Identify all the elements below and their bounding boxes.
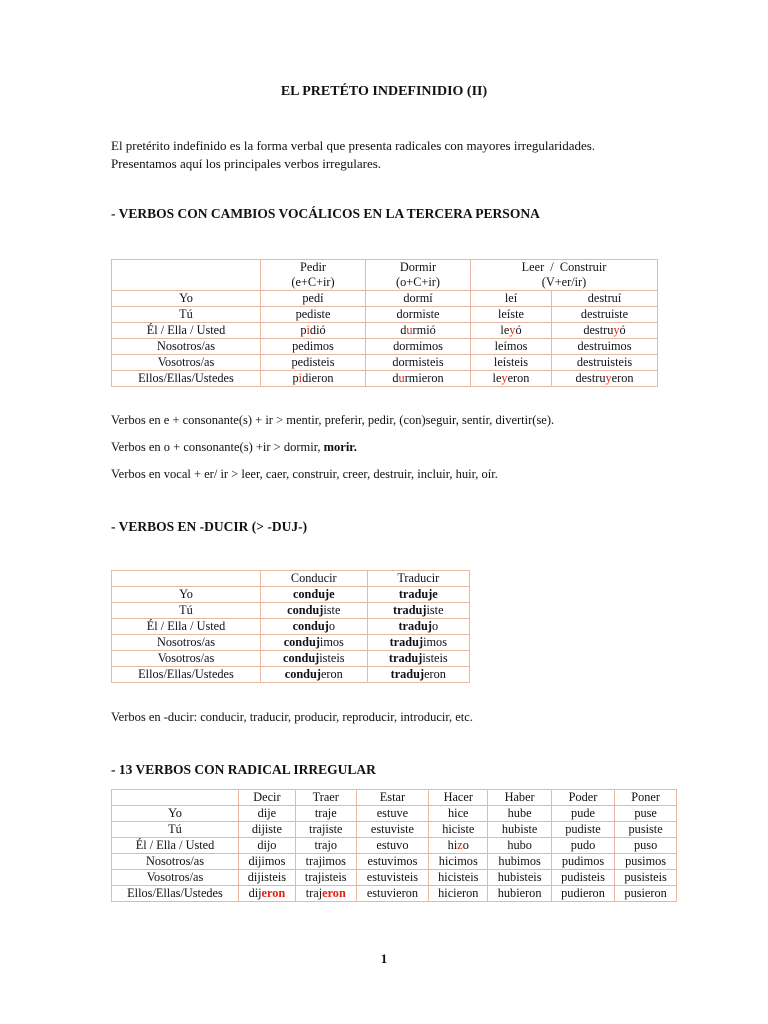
stem-text: dij [248,886,262,900]
header-cell: Hacer [429,790,488,806]
table-row [112,822,677,838]
table-cell: hubimos [488,854,551,870]
table-cell [261,667,368,683]
table-cell: trajimos [295,854,356,870]
stem-text: traduj [389,635,424,649]
table-cell: puso [615,838,677,854]
ending-text: isteis [422,651,448,665]
table-cell [239,886,296,902]
stem-text: conduj [284,667,321,681]
vocalic-change-table [111,259,658,387]
stem-text: p [300,323,307,337]
table-cell [367,619,469,635]
header-cell [471,260,658,291]
table-cell: dijimos [239,854,296,870]
table-header-row [112,790,677,806]
table-cell [367,635,469,651]
table-cell: estuvo [356,838,428,854]
changed-letter: y [605,371,612,385]
ending-text: eron [320,667,343,681]
table-row [112,886,677,902]
table-cell: trajiste [295,822,356,838]
table-cell [471,323,552,339]
person-label: Yo [112,291,261,307]
note-text: Verbos en o + consonante(s) +ir > dormir, [111,440,324,454]
section-heading-vocalic: - VERBOS CON CAMBIOS VOCÁLICOS EN LA TERCERA PERSONA [111,206,540,221]
ending-text: iste [323,603,341,617]
stem-text: conduj [292,619,329,633]
note-e-verbs: Verbos en e + consonante(s) + ir > mentir, preferir, pedir, (con)seguir, sentir, divertir(se). [111,413,555,427]
header-cell: Poner [615,790,677,806]
table-cell: pedimos [261,339,366,355]
table-cell: pudieron [551,886,614,902]
person-label: Él / Ella / Usted [112,323,261,339]
stem-text: traduj [398,619,432,633]
table-row [112,291,658,307]
table-cell: pudo [551,838,614,854]
person-label: Yo [112,806,239,822]
table-cell: dormiste [366,307,471,323]
table-cell [261,635,368,651]
header-sublabel: (o+C+ir) [396,275,440,289]
header-sublabel: (V+er/ir) [541,275,587,289]
table-row [112,307,658,323]
table-cell [471,371,552,387]
header-cell [366,260,471,291]
note-o-verbs [111,440,357,455]
table-cell [429,838,488,854]
table-cell: leísteis [471,355,552,371]
table-cell: traje [295,806,356,822]
stem-text: traj [305,886,323,900]
table-row [112,870,677,886]
table-cell [552,323,658,339]
note-vowel-verbs: Verbos en vocal + er/ ir > leer, caer, construir, creer, destruir, incluir, huir, oír. [111,467,498,481]
table-cell: destruí [552,291,658,307]
stem-text: traduje [398,587,438,601]
table-cell [261,603,368,619]
person-label: Ellos/Ellas/Ustedes [112,667,261,683]
table-cell: pude [551,806,614,822]
table-cell: hube [488,806,551,822]
stem-text: conduj [283,635,320,649]
ending-text: dieron [302,371,334,385]
table-cell: estuvimos [356,854,428,870]
ending-text: imos [423,635,447,649]
person-label: Vosotros/as [112,355,261,371]
note-bold-text: morir. [323,440,357,454]
page-number: 1 [380,951,388,966]
person-label: Él / Ella / Usted [112,838,239,854]
ending-text: iste [426,603,444,617]
header-empty-cell [112,790,239,806]
note-ducir-verbs: Verbos en -ducir: conducir, traducir, producir, reproducir, introducir, etc. [111,710,473,724]
header-label: Dormir [399,260,437,274]
table-cell [261,587,368,603]
ending-text: imos [319,635,344,649]
ending-text: o [462,838,469,852]
person-label: Vosotros/as [112,870,239,886]
table-cell [261,651,368,667]
header-cell: Poder [551,790,614,806]
ending-text: eron [507,371,530,385]
table-cell: pedisteis [261,355,366,371]
person-label: Nosotros/as [112,635,261,651]
table-cell: estuvisteis [356,870,428,886]
header-cell: Traducir [367,571,469,587]
changed-letter: y [613,323,620,337]
header-cell: Haber [488,790,551,806]
ending-text: eron [424,667,446,681]
section-heading-irregular: - 13 VERBOS CON RADICAL IRREGULAR [111,762,376,777]
table-cell: dijo [239,838,296,854]
table-cell [552,371,658,387]
ending-text: rmió [412,323,436,337]
table-cell [367,587,469,603]
changed-letter: i [298,371,303,385]
ending-text: isteis [319,651,345,665]
section-heading-ducir: - VERBOS EN -DUCIR (> -DUJ-) [111,519,308,534]
table-cell: destruisteis [552,355,658,371]
table-cell: pusieron [615,886,677,902]
person-label: Nosotros/as [112,339,261,355]
table-cell: pusiste [615,822,677,838]
table-cell: dormimos [366,339,471,355]
table-cell: leíste [471,307,552,323]
stem-text: conduj [287,603,324,617]
table-cell: leímos [471,339,552,355]
person-label: Tú [112,822,239,838]
stem-text: le [492,371,502,385]
page-title: EL PRETÉTO INDEFINIDIO (II) [280,84,488,99]
ducir-table [111,570,470,683]
header-empty-cell [112,571,261,587]
changed-letter: u [406,323,413,337]
table-header-row [112,571,470,587]
changed-letter: y [501,371,508,385]
table-row [112,619,470,635]
table-cell: pudiste [551,822,614,838]
table-row [112,587,470,603]
header-cell: Conducir [261,571,368,587]
irregular-radical-table [111,789,677,902]
table-cell [261,323,366,339]
table-cell: hicieron [429,886,488,902]
table-cell: estuvieron [356,886,428,902]
stem-text: traduj [390,667,425,681]
stem-text: conduje [292,587,335,601]
person-label: Nosotros/as [112,854,239,870]
table-cell: hubisteis [488,870,551,886]
ending-text: rmieron [404,371,444,385]
table-cell: hubieron [488,886,551,902]
table-cell: hicisteis [429,870,488,886]
stem-text: d [400,323,407,337]
stem-text: hi [447,838,458,852]
table-cell: pudisteis [551,870,614,886]
header-sublabel: (e+C+ir) [291,275,335,289]
header-cell: Estar [356,790,428,806]
table-row [112,667,470,683]
table-cell [261,619,368,635]
table-cell: hubo [488,838,551,854]
table-cell: hicimos [429,854,488,870]
table-cell: pedí [261,291,366,307]
table-cell: pusisteis [615,870,677,886]
table-cell: destruiste [552,307,658,323]
table-cell [366,323,471,339]
table-cell: estuviste [356,822,428,838]
header-cell [261,260,366,291]
table-row [112,339,658,355]
table-cell: trajisteis [295,870,356,886]
stem-text: traduj [388,651,423,665]
table-cell: dormisteis [366,355,471,371]
table-cell: pusimos [615,854,677,870]
header-empty-cell [112,260,261,291]
changed-letter: z [457,838,463,852]
changed-letter: y [509,323,516,337]
ending-text: eron [322,886,346,900]
table-cell [261,371,366,387]
intro-line: El pretérito indefinido es la forma verbal que presenta radicales con mayores irregularidades. [111,138,596,153]
person-label: Yo [112,587,261,603]
header-label: Pedir [300,260,326,274]
changed-letter: u [398,371,405,385]
table-row [112,838,677,854]
table-cell: dijisteis [239,870,296,886]
header-cell: Traer [295,790,356,806]
person-label: Tú [112,603,261,619]
table-cell: pediste [261,307,366,323]
person-label: Tú [112,307,261,323]
ending-text: o [431,619,439,633]
table-cell: dije [239,806,296,822]
table-cell [367,651,469,667]
table-cell [367,603,469,619]
person-label: Vosotros/as [112,651,261,667]
header-label: Leer / Construir [521,260,607,274]
ending-text: ó [515,323,522,337]
table-row [112,651,470,667]
ending-text: dió [309,323,326,337]
table-cell [295,886,356,902]
stem-text: p [292,371,299,385]
table-row [112,371,658,387]
ending-text: eron [611,371,634,385]
table-cell: dijiste [239,822,296,838]
table-row [112,355,658,371]
person-label: Ellos/Ellas/Ustedes [112,371,261,387]
ending-text: ó [619,323,626,337]
table-cell: pudimos [551,854,614,870]
ending-text: eron [261,886,286,900]
person-label: Ellos/Ellas/Ustedes [112,886,239,902]
table-cell: estuve [356,806,428,822]
ending-text: o [328,619,335,633]
table-cell: leí [471,291,552,307]
stem-text: traduj [393,603,427,617]
table-cell: trajo [295,838,356,854]
stem-text: d [392,371,399,385]
table-row [112,806,677,822]
table-cell: dormí [366,291,471,307]
changed-letter: i [306,323,310,337]
stem-text: conduj [283,651,320,665]
table-cell: destruimos [552,339,658,355]
stem-text: destru [575,371,606,385]
table-cell: hubiste [488,822,551,838]
table-cell: puse [615,806,677,822]
table-cell [366,371,471,387]
table-cell: hice [429,806,488,822]
table-row [112,635,470,651]
table-header-row [112,260,658,291]
stem-text: destru [583,323,614,337]
intro-paragraph [111,137,671,173]
table-row [112,603,470,619]
person-label: Él / Ella / Usted [112,619,261,635]
table-row [112,854,677,870]
stem-text: le [500,323,510,337]
table-cell: hiciste [429,822,488,838]
header-cell: Decir [239,790,296,806]
table-row [112,323,658,339]
intro-line: Presentamos aquí los principales verbos irregulares. [111,156,382,171]
table-cell [367,667,469,683]
